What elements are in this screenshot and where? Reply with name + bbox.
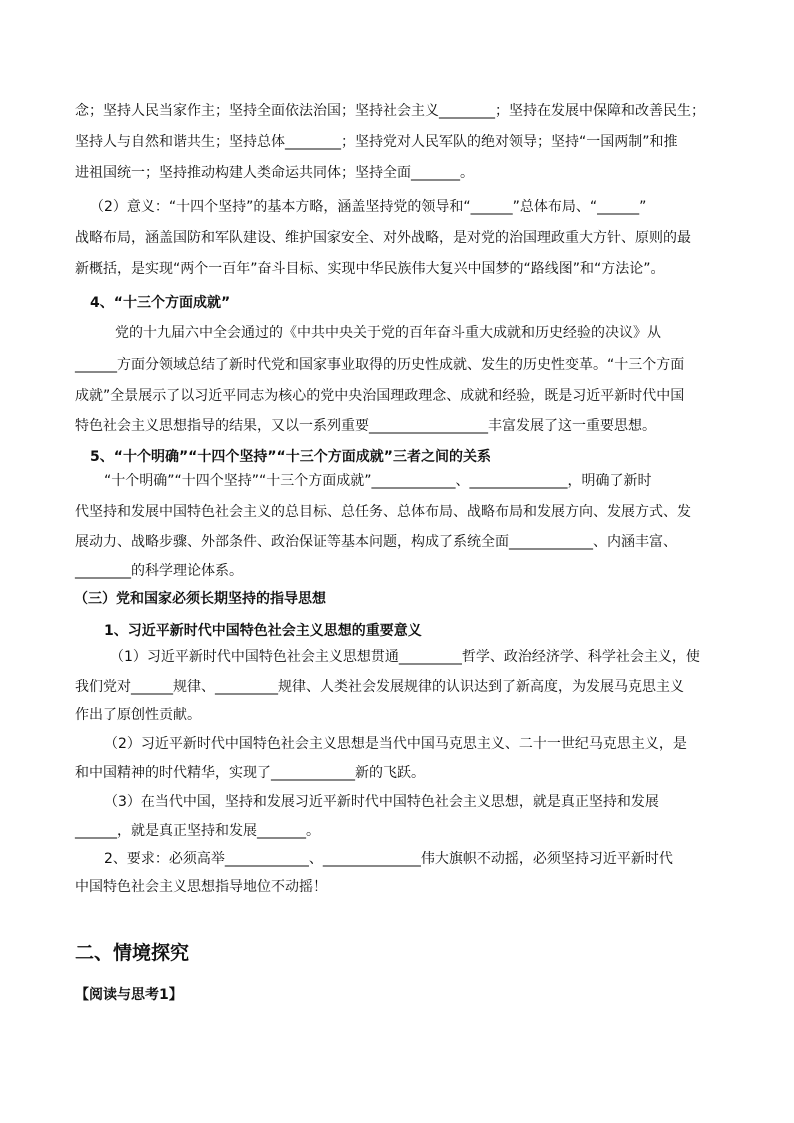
text-line: 中国特色社会主义思想指导地位不动摇！ bbox=[75, 879, 327, 895]
text-line: 作出了原创性贡献。 bbox=[75, 707, 201, 723]
text-line: 展动力、战略步骤、外部条件、政治保证等基本问题，构成了系统全面____________、内涵丰富、 bbox=[75, 534, 677, 550]
text-line: 新概括，是实现“两个一百年”奋斗目标、实现中华民族伟大复兴中国梦的“路线图”和“方法论”。 bbox=[75, 261, 665, 277]
section-heading: 二、情境探究 bbox=[75, 942, 190, 964]
text-line: 和中国精神的时代精华，实现了____________新的飞跃。 bbox=[75, 765, 425, 781]
text-line: （2）意义：“十四个坚持”的基本方略，涵盖坚持党的领导和“______”总体布局、“______” bbox=[90, 199, 647, 215]
reading-label: 【阅读与思考1】 bbox=[75, 987, 183, 1003]
text-line: 战略布局，涵盖国防和军队建设、维护国家安全、对外战略，是对党的治国理政重大方针、原则的最 bbox=[75, 230, 691, 246]
text-line: 代坚持和发展中国特色社会主义的总目标、总任务、总体布局、战略布局和发展方向、发展方式、发 bbox=[75, 504, 691, 520]
text-line: ________的科学理论体系。 bbox=[75, 563, 243, 579]
text-line: 进祖国统一；坚持推动构建人类命运共同体；坚持全面_______。 bbox=[75, 165, 474, 181]
text-line: 念；坚持人民当家作主；坚持全面依法治国；坚持社会主义________；坚持在发展中保障和改善民生； bbox=[75, 103, 705, 119]
text-line: 我们党对______规律、_________规律、人类社会发展规律的认识达到了新高度，为发展马克思主义 bbox=[75, 679, 684, 695]
text-line: ______，就是真正坚持和发展_______。 bbox=[75, 823, 320, 839]
subheading: 1、习近平新时代中国特色社会主义思想的重要意义 bbox=[104, 623, 422, 639]
text-line: （1）习近平新时代中国特色社会主义思想贯通_________哲学、政治经济学、科学社会主义，使 bbox=[110, 649, 700, 665]
text-line: “十个明确”“十四个坚持”“十三个方面成就”____________、______________，明确了新时 bbox=[104, 473, 652, 489]
section-heading-3: （三）党和国家必须长期坚持的指导思想 bbox=[74, 591, 326, 607]
text-line: 党的十九届六中全会通过的《中共中央关于党的百年奋斗重大成就和历史经验的决议》从 bbox=[115, 325, 661, 341]
text-line: 特色社会主义思想指导的结果，又以一系列重要_________________丰富发展了这一重要思想。 bbox=[75, 418, 656, 434]
text-line: ______方面分领域总结了新时代党和国家事业取得的历史性成就、发生的历史性变革。“十三个方面 bbox=[75, 357, 685, 373]
requirement-line: 2、要求：必须高举____________、______________伟大旗帜不动摇，必须坚持习近平新时代 bbox=[104, 851, 673, 867]
text-line: 成就”全景展示了以习近平同志为核心的党中央治国理政理念、成就和经验，既是习近平新时代中国 bbox=[75, 388, 685, 404]
text-line: （3）在当代中国，坚持和发展习近平新时代中国特色社会主义思想，就是真正坚持和发展 bbox=[104, 794, 659, 810]
subheading: 5、“十个明确”“十四个坚持”“十三个方面成就”三者之间的关系 bbox=[90, 449, 491, 465]
text-line: 坚持人与自然和谐共生；坚持总体________；坚持党对人民军队的绝对领导；坚持“一国两制”和推 bbox=[75, 134, 678, 150]
subheading: 4、“十三个方面成就” bbox=[90, 295, 231, 311]
text-line: （2）习近平新时代中国特色社会主义思想是当代中国马克思主义、二十一世纪马克思主义，是 bbox=[104, 736, 687, 752]
